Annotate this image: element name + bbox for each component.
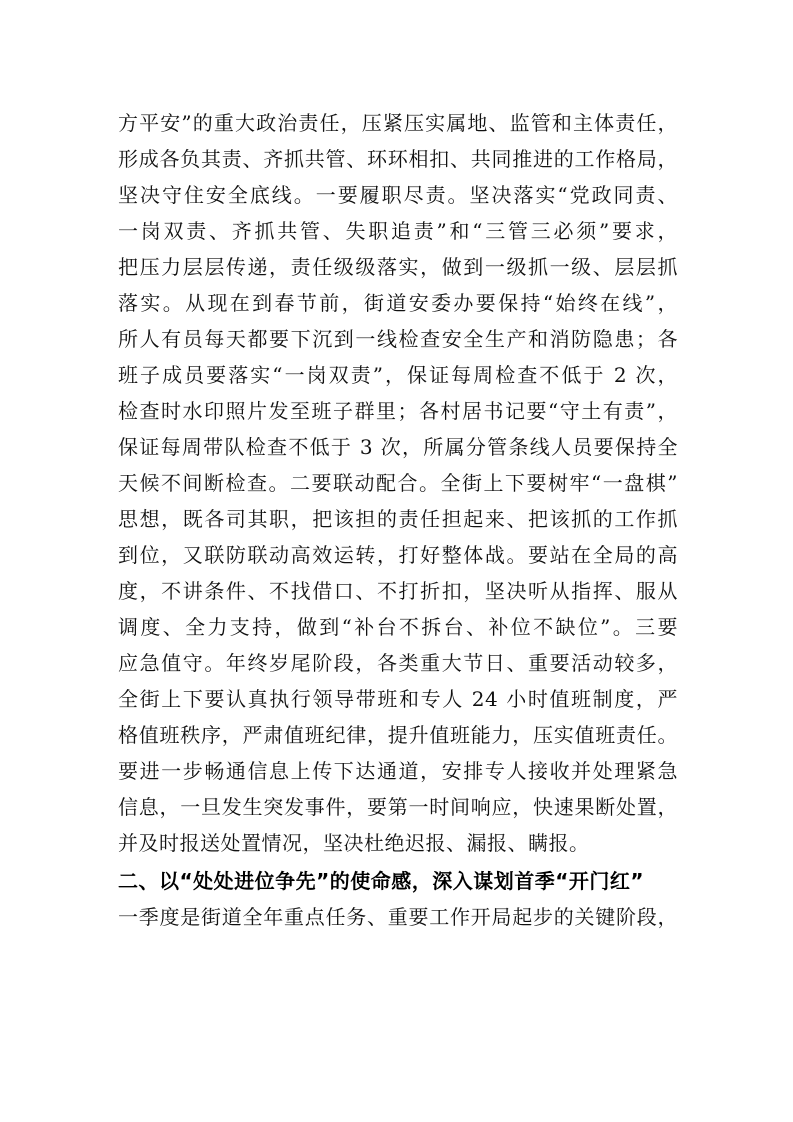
body-line: 检查时水印照片发至班子群里；各村居书记要“守土有责”， (118, 399, 678, 423)
body-line: 信息，一旦发生突发事件，要第一时间响应，快速果断处置， (118, 795, 678, 819)
body-line: 调度、全力支持，做到“补台不拆台、补位不缺位”。三要 (118, 615, 678, 639)
body-line: 天候不间断检查。二要联动配合。全街上下要树牢“一盘棋” (118, 471, 678, 495)
body-line: 要进一步畅通信息上传下达通道，安排专人接收并处理紧急 (118, 759, 678, 783)
body-line: 度，不讲条件、不找借口、不打折扣，坚决听从指挥、服从 (118, 579, 678, 603)
body-line: 一季度是街道全年重点任务、重要工作开局起步的关键阶段， (118, 905, 678, 929)
body-line: 一岗双责、齐抓共管、失职追责”和“三管三必须”要求， (118, 219, 678, 243)
body-line: 应急值守。年终岁尾阶段，各类重大节日、重要活动较多， (118, 651, 678, 675)
body-line: 方平安”的重大政治责任，压紧压实属地、监管和主体责任， (118, 111, 678, 135)
body-line: 思想，既各司其职，把该担的责任担起来、把该抓的工作抓 (118, 507, 678, 531)
body-line: 把压力层层传递，责任级级落实，做到一级抓一级、层层抓 (118, 255, 678, 279)
body-line: 所人有员每天都要下沉到一线检查安全生产和消防隐患；各 (118, 327, 678, 351)
body-line: 落实。从现在到春节前，街道安委办要保持“始终在线”， (118, 291, 678, 315)
body-line: 格值班秩序，严肃值班纪律，提升值班能力，压实值班责任。 (118, 723, 678, 747)
body-line: 并及时报送处置情况，坚决杜绝迟报、漏报、瞒报。 (118, 831, 590, 855)
body-line: 班子成员要落实“一岗双责”，保证每周检查不低于 2 次， (118, 363, 678, 387)
body-line: 到位，又联防联动高效运转，打好整体战。要站在全局的高 (118, 543, 678, 567)
body-line: 形成各负其责、齐抓共管、环环相扣、共同推进的工作格局， (118, 147, 678, 171)
body-line: 全街上下要认真执行领导带班和专人 24 小时值班制度，严 (118, 687, 678, 711)
document-body (118, 105, 678, 935)
section-heading: 二、以“处处进位争先”的使命感，深入谋划首季“开门红” (118, 869, 645, 893)
body-line: 保证每周带队检查不低于 3 次，所属分管条线人员要保持全 (118, 435, 678, 459)
body-line: 坚决守住安全底线。一要履职尽责。坚决落实“党政同责、 (118, 183, 678, 207)
